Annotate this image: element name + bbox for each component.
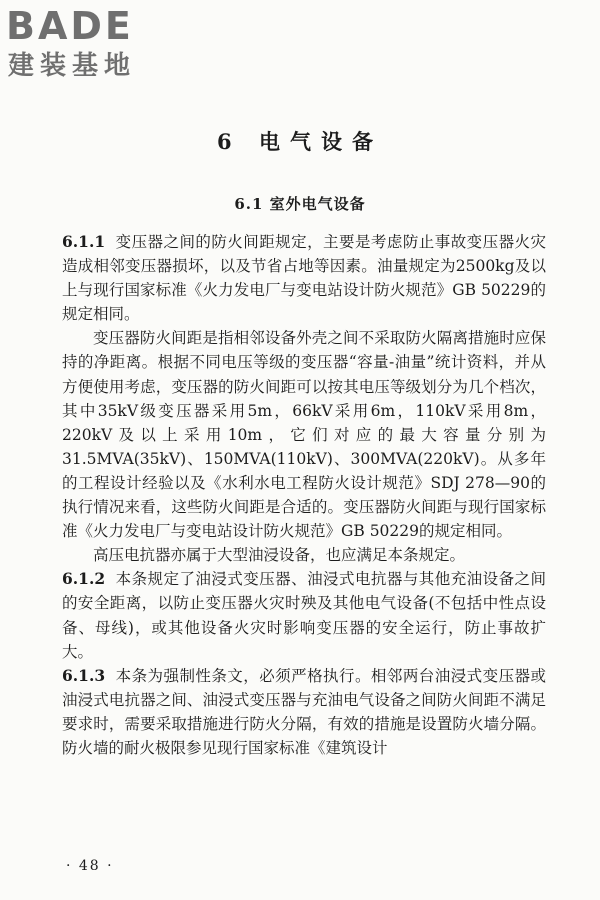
clause-number: 6.1.2: [62, 569, 106, 589]
logo-letters: BADE: [6, 4, 134, 48]
paragraph-text: 本条规定了油浸式变压器、油浸式电抗器与其他充油设备之间的安全距离，以防止变压器火灾时殃及其他电气设备(不包括中性点设备、母线)，或其他设备火灾时影响变压器的安全运行，防止事故扩大。: [62, 570, 546, 661]
clause-6-1-1: [62, 230, 546, 326]
clause-number: 6.1.3: [62, 665, 106, 685]
logo-subtitle: 建装基地: [8, 51, 137, 81]
paragraph: [62, 543, 546, 567]
section-title: 6.1 室外电气设备: [234, 195, 366, 213]
clause-number: 6.1.1: [62, 232, 106, 251]
page-number: · 48 ·: [66, 858, 114, 874]
bade-logo: [6, 4, 176, 84]
paragraph-text: 变压器防火间距是指相邻设备外壳之间不采取防火隔离措施时应保持的净距离。根据不同电压等级的变压器“容量-油量”统计资料，并从方便使用考虑，变压器的防火间距可以按其电压等级划分为几个档次，其中35kV级变压器采用5m，66kV采用6m，110kV采用8m，220kV及以上采用10m，它们对应的最大容量分别为31.5MVA(35kV)、150MVA(110kV)、300MVA(220kV)。从多年的工程设计经验以及《水利水电工程防火设计规范》SDJ 278—90的执行情况来看，这些防火间距是合适的。变压器防火间距与现行国家标准《火力发电厂与变电站设计防火规范》GB 50229的规定相同。: [62, 329, 546, 541]
paragraph-text: 变压器之间的防火间距规定，主要是考虑防止事故变压器火灾造成相邻变压器损坏，以及节省占地等因素。油量规定为2500kg及以上与现行国家标准《火力发电厂与变电站设计防火规范》GB 50229的规定相同。: [62, 233, 546, 324]
paragraph-text: 高压电抗器亦属于大型油浸设备，也应满足本条规定。: [93, 546, 466, 565]
chapter-title: 6 电气设备: [217, 129, 383, 154]
body-text: [62, 230, 546, 760]
paragraph-text: 本条为强制性条文，必须严格执行。相邻两台油浸式变压器或油浸式电抗器之间、油浸式变压器与充油电气设备之间防火间距不满足要求时，需要采取措施进行防火分隔，有效的措施是设置防火墙分隔。防火墙的耐火极限参见现行国家标准《建筑设计: [62, 666, 546, 757]
paragraph: [62, 326, 546, 543]
clause-6-1-3: [62, 664, 546, 760]
clause-6-1-2: [62, 567, 546, 663]
